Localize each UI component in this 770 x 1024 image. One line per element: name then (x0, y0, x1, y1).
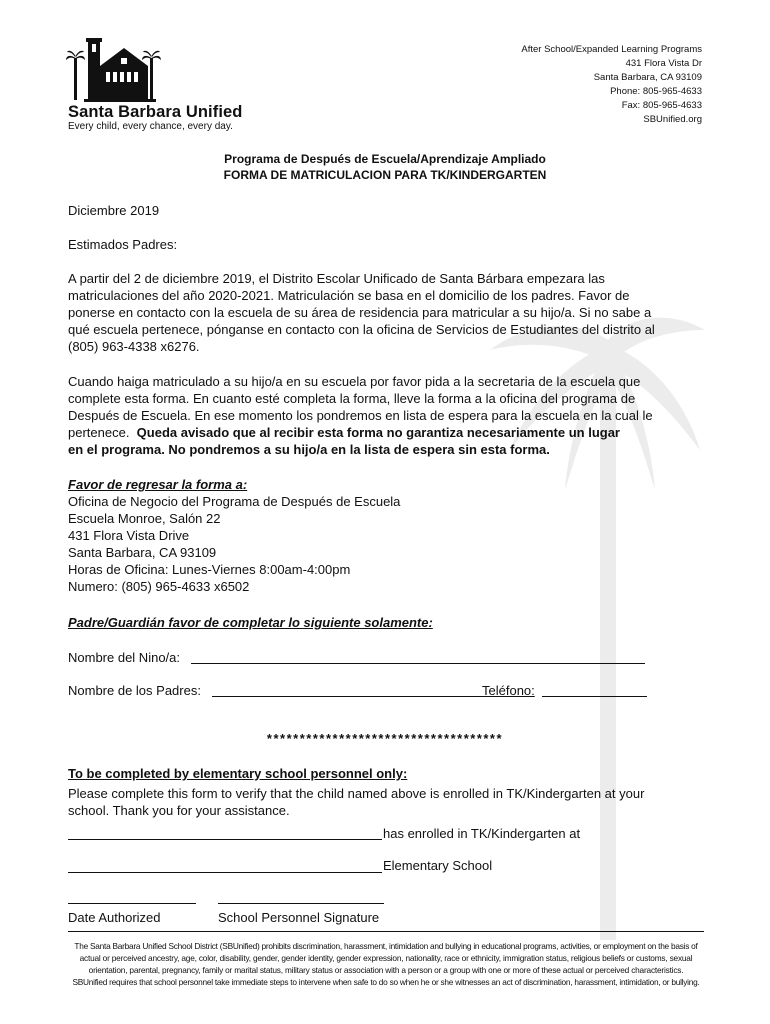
address-line: 431 Flora Vista Dr (625, 58, 702, 69)
paragraph-line (68, 424, 708, 441)
letter-date: Diciembre 2019 (68, 203, 160, 218)
return-line: Horas de Oficina: Lunes-Viernes 8:00am-4:00pm (68, 562, 351, 577)
address-block (521, 43, 702, 127)
footer-line: orientation, parental, pregnancy, family or marital status, military status or association with a person or a group with one or more of these actual or perceived characteristics. (88, 965, 684, 975)
phone-field[interactable] (542, 696, 647, 697)
paragraph-line: matriculaciones del año 2020-2021. Matriculación se basa en el domicilio de los padres. Favor de (68, 288, 630, 303)
instruction-line: school. Thank you for your assistance. (68, 803, 290, 818)
school-heading: To be completed by elementary school personnel only: (68, 766, 408, 781)
paragraph-text: pertenece. (68, 425, 137, 440)
notice-text: en el programa. No pondremos a su hijo/a en la lista de espera sin esta forma. (68, 442, 550, 457)
address-line: Santa Barbara, CA 93109 (593, 72, 702, 83)
parents-name-label: Nombre de los Padres: (68, 683, 201, 698)
paragraph-line: complete esta forma. En cuanto esté completa la forma, lleve la forma a la oficina del programa de (68, 391, 636, 406)
return-line: Numero: (805) 965-4633 x6502 (68, 579, 250, 594)
title-line2: FORMA DE MATRICULACION PARA TK/KINDERGARTEN (223, 168, 547, 182)
signature-label: School Personnel Signature (218, 910, 380, 925)
paragraph-line: A partir del 2 de diciembre 2019, el Distrito Escolar Unificado de Santa Bárbara empezara las (68, 271, 605, 286)
paragraph-2 (68, 373, 708, 458)
school-instructions (68, 785, 708, 819)
paragraph-1 (68, 270, 708, 355)
footer-line: actual or perceived ancestry, age, color, disability, gender, gender identity, gender expression, nationality, race or ethnicity, immigration status, religious beliefs or customs, sexual (79, 953, 693, 963)
address-line: SBUnified.org (643, 114, 702, 125)
title-line1: Programa de Después de Escuela/Aprendizaje Ampliado (224, 152, 546, 166)
parents-name-field[interactable] (212, 696, 482, 697)
elementary-label: Elementary School (383, 858, 493, 873)
return-line: Escuela Monroe, Salón 22 (68, 511, 221, 526)
enrolled-child-field[interactable] (68, 839, 382, 840)
paragraph-line: qué escuela pertenece, pónganse en contacto con la oficina de Servicios de Estudiantes del distrito al (68, 322, 655, 337)
notice-text: Queda avisado que al recibir esta forma no garantiza necesariamente un lugar (136, 425, 620, 440)
phone-label: Teléfono: (482, 683, 535, 698)
return-line: Oficina de Negocio del Programa de Después de Escuela (68, 494, 401, 509)
org-name: Santa Barbara Unified (68, 103, 243, 121)
child-name-field[interactable] (191, 663, 645, 664)
signature-field[interactable] (218, 903, 384, 904)
return-heading: Favor de regresar la forma a: (68, 477, 248, 492)
parent-heading: Padre/Guardián favor de completar lo siguiente solamente: (68, 615, 433, 630)
nondiscrimination-footer (68, 940, 704, 988)
child-name-label: Nombre del Nino/a: (68, 650, 180, 665)
paragraph-line: Cuando haiga matriculado a su hijo/a en su escuela por favor pida a la secretaria de la escuela que (68, 374, 641, 389)
footer-line: SBUnified requires that school personnel take immediate steps to intervene when safe to do so when he or she witnesses an act of discrimination, harassment, intimidation, or bullying. (72, 977, 700, 987)
date-authorized-field[interactable] (68, 903, 196, 904)
paragraph-line: (805) 963-4338 x6276. (68, 339, 200, 354)
footer-line: The Santa Barbara Unified School District (SBUnified) prohibits discrimination, harassment, intimidation and bullying in educational programs, activities, or employment on the basis of (74, 941, 698, 951)
address-line: Fax: 805-965-4633 (621, 100, 702, 111)
footer-divider (68, 931, 704, 932)
return-address (68, 476, 708, 595)
return-line: Santa Barbara, CA 93109 (68, 545, 217, 560)
enrolled-label: has enrolled in TK/Kindergarten at (383, 826, 581, 841)
paragraph-line: ponerse en contacto con la escuela de su área de residencia para matricular a su hijo/a. Si no sabe a (68, 305, 652, 320)
address-line: After School/Expanded Learning Programs (521, 44, 702, 55)
separator-stars: ************************************ (266, 731, 504, 746)
paragraph-line: Después de Escuela. En ese momento los pondremos en lista de espera para la escuela en la cual le (68, 408, 653, 423)
address-line: Phone: 805-965-4633 (610, 86, 702, 97)
greeting: Estimados Padres: (68, 237, 178, 252)
return-line: 431 Flora Vista Drive (68, 528, 190, 543)
instruction-line: Please complete this form to verify that the child named above is enrolled in TK/Kindergarten at your (68, 786, 645, 801)
org-tagline: Every child, every chance, every day. (68, 121, 233, 132)
elementary-school-field[interactable] (68, 872, 382, 873)
sbunified-logo (66, 36, 166, 102)
date-authorized-label: Date Authorized (68, 910, 161, 925)
form-title (0, 151, 770, 183)
